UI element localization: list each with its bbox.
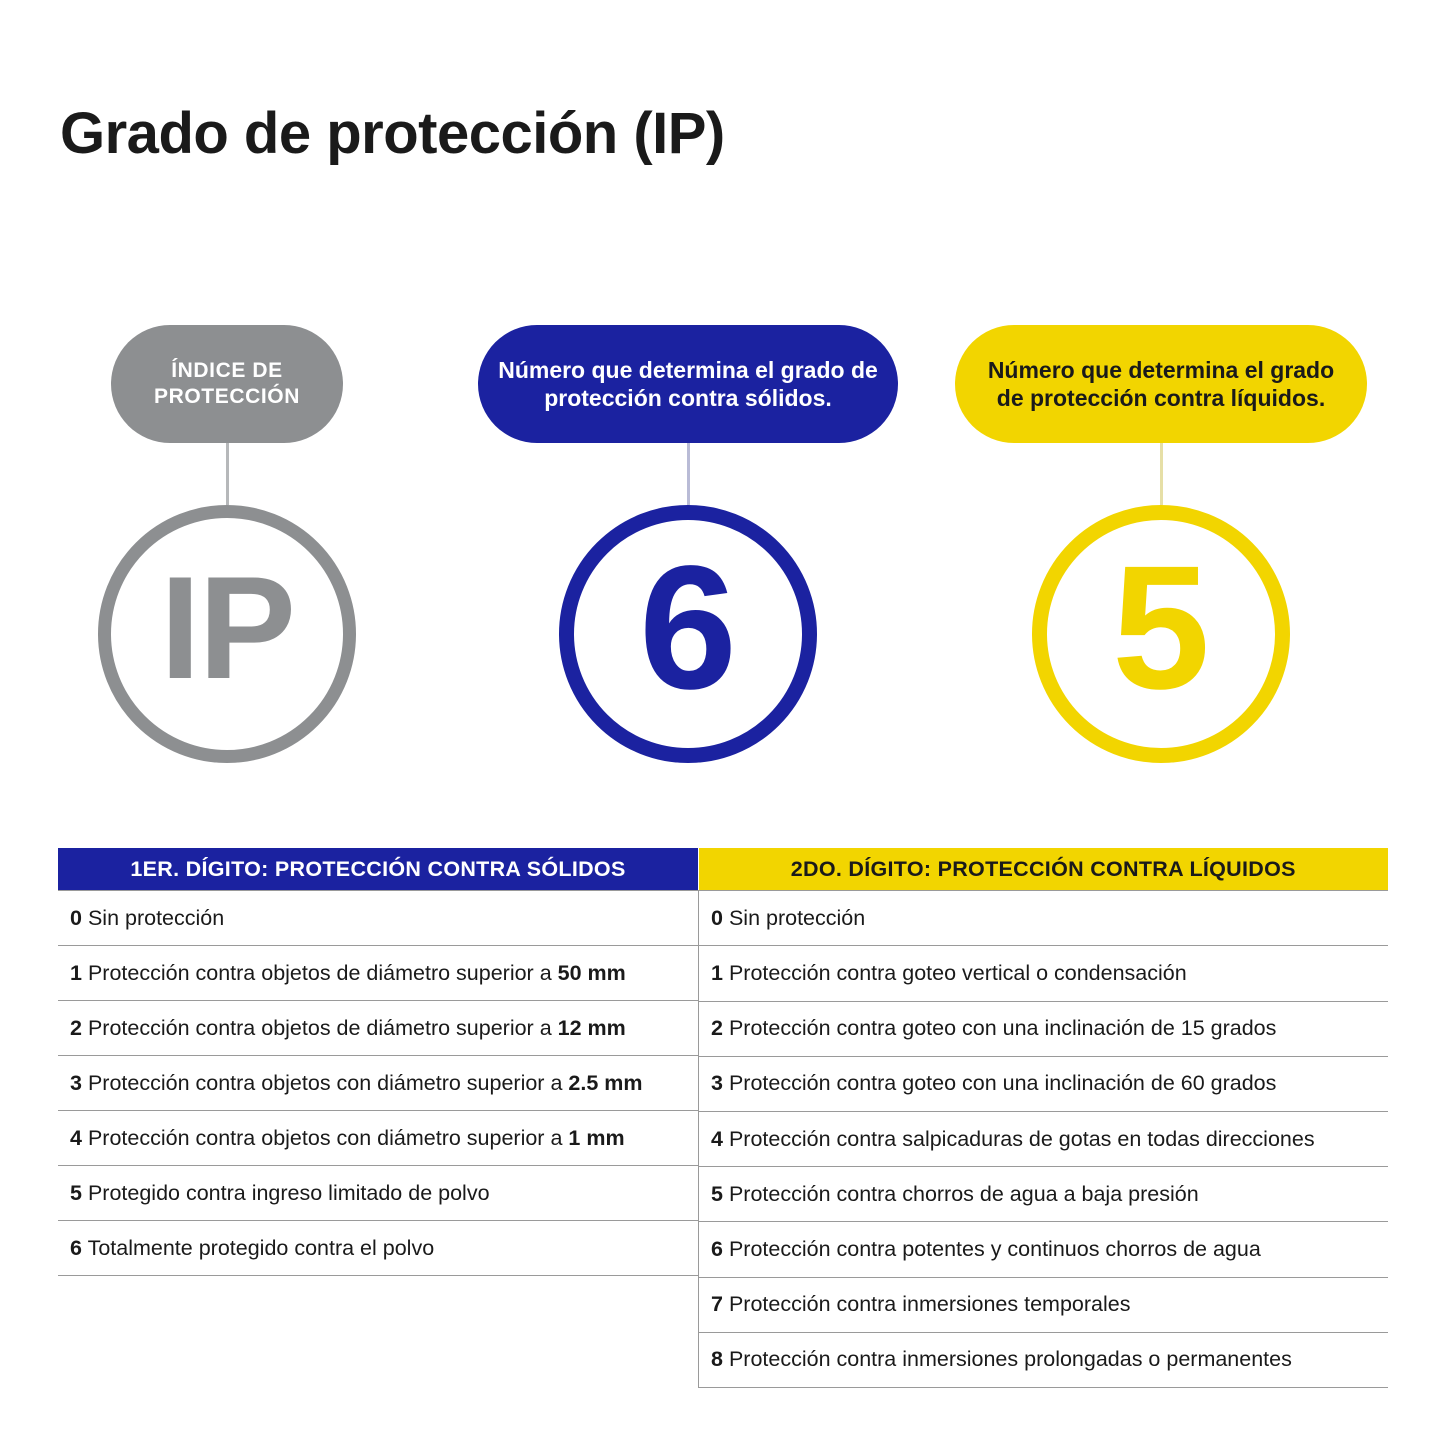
solids-table — [58, 848, 698, 1388]
row-digit: 6 — [70, 1235, 82, 1260]
table-row — [58, 1056, 698, 1111]
table-row — [58, 891, 698, 946]
badge-solids-pill: Número que determina el grado de protección contra sólidos. — [478, 325, 898, 443]
row-text: Protección contra goteo con una inclinación de 15 grados — [728, 1016, 1277, 1041]
row-digit: 1 — [711, 960, 723, 985]
table-row — [699, 1222, 1389, 1277]
badge-ip — [98, 325, 356, 763]
row-digit: 2 — [711, 1016, 723, 1041]
badge-solids-connector — [687, 443, 690, 505]
badge-ip-ring — [98, 505, 356, 763]
row-text: Protección contra inmersiones temporales — [728, 1292, 1131, 1317]
badge-liquids-connector — [1160, 443, 1163, 505]
table-row — [699, 1111, 1389, 1166]
liquids-table-header: 2DO. DÍGITO: PROTECCIÓN CONTRA LÍQUIDOS — [699, 848, 1389, 891]
row-text: Totalmente protegido contra el polvo — [87, 1235, 435, 1260]
badge-liquids-symbol: 5 — [1112, 530, 1210, 726]
row-text: Sin protección — [728, 905, 866, 930]
badge-ip-symbol: IP — [160, 546, 294, 709]
row-digit: 7 — [711, 1292, 723, 1317]
badge-liquids-pill: Número que determina el grado de protección contra líquidos. — [955, 325, 1367, 443]
row-text: Protección contra salpicaduras de gotas en todas direcciones — [728, 1126, 1315, 1151]
table-row — [58, 1111, 698, 1166]
table-header-row — [58, 848, 698, 891]
row-digit: 3 — [711, 1071, 723, 1096]
row-digit: 1 — [70, 960, 82, 985]
badge-ip-connector — [226, 443, 229, 505]
table-row — [699, 1277, 1389, 1332]
table-row — [699, 891, 1389, 946]
page-title: Grado de protección (IP) — [60, 101, 725, 166]
table-row — [58, 946, 698, 1001]
ip-tables — [58, 848, 1388, 1388]
table-row — [699, 1001, 1389, 1056]
row-text: Protección contra objetos con diámetro superior a — [87, 1125, 569, 1150]
table-spacer — [58, 1332, 698, 1388]
row-digit: 8 — [711, 1347, 723, 1372]
badge-liquids-ring — [1032, 505, 1290, 763]
row-text: Protección contra objetos de diámetro superior a — [87, 1015, 558, 1040]
table-row — [699, 1332, 1389, 1387]
row-digit: 5 — [711, 1181, 723, 1206]
row-text: Sin protección — [87, 905, 225, 930]
badge-solids — [478, 325, 898, 763]
table-row — [58, 1166, 698, 1221]
row-digit: 0 — [70, 905, 82, 930]
row-text: Protección contra chorros de agua a baja presión — [728, 1181, 1199, 1206]
row-digit: 0 — [711, 905, 723, 930]
row-digit: 5 — [70, 1180, 82, 1205]
row-digit: 4 — [70, 1125, 82, 1150]
badge-ip-pill: ÍNDICE DE PROTECCIÓN — [111, 325, 343, 443]
row-bold: 50 mm — [557, 960, 626, 985]
table-row — [699, 946, 1389, 1001]
row-text: Protección contra goteo vertical o condensación — [728, 960, 1187, 985]
badge-liquids — [955, 325, 1367, 763]
row-bold: 2.5 mm — [568, 1070, 643, 1095]
table-row — [58, 1001, 698, 1056]
table-row — [699, 1056, 1389, 1111]
row-digit: 3 — [70, 1070, 82, 1095]
row-text: Protección contra objetos de diámetro superior a — [87, 960, 558, 985]
row-text: Protección contra inmersiones prolongadas o permanentes — [728, 1347, 1292, 1372]
row-bold: 12 mm — [557, 1015, 626, 1040]
row-digit: 2 — [70, 1015, 82, 1040]
table-header-row — [699, 848, 1389, 891]
badge-solids-ring — [559, 505, 817, 763]
row-digit: 4 — [711, 1126, 723, 1151]
row-text: Protección contra potentes y continuos chorros de agua — [728, 1236, 1261, 1261]
row-text: Protegido contra ingreso limitado de polvo — [87, 1180, 490, 1205]
badge-row — [0, 325, 1445, 805]
table-row — [699, 1167, 1389, 1222]
liquids-table — [698, 848, 1388, 1388]
badge-solids-symbol: 6 — [639, 530, 737, 726]
row-digit: 6 — [711, 1236, 723, 1261]
row-text: Protección contra objetos con diámetro superior a — [87, 1070, 569, 1095]
row-bold: 1 mm — [568, 1125, 625, 1150]
table-row — [58, 1221, 698, 1276]
table-spacer — [58, 1276, 698, 1333]
row-text: Protección contra goteo con una inclinación de 60 grados — [728, 1071, 1277, 1096]
solids-table-header: 1ER. DÍGITO: PROTECCIÓN CONTRA SÓLIDOS — [58, 848, 698, 891]
